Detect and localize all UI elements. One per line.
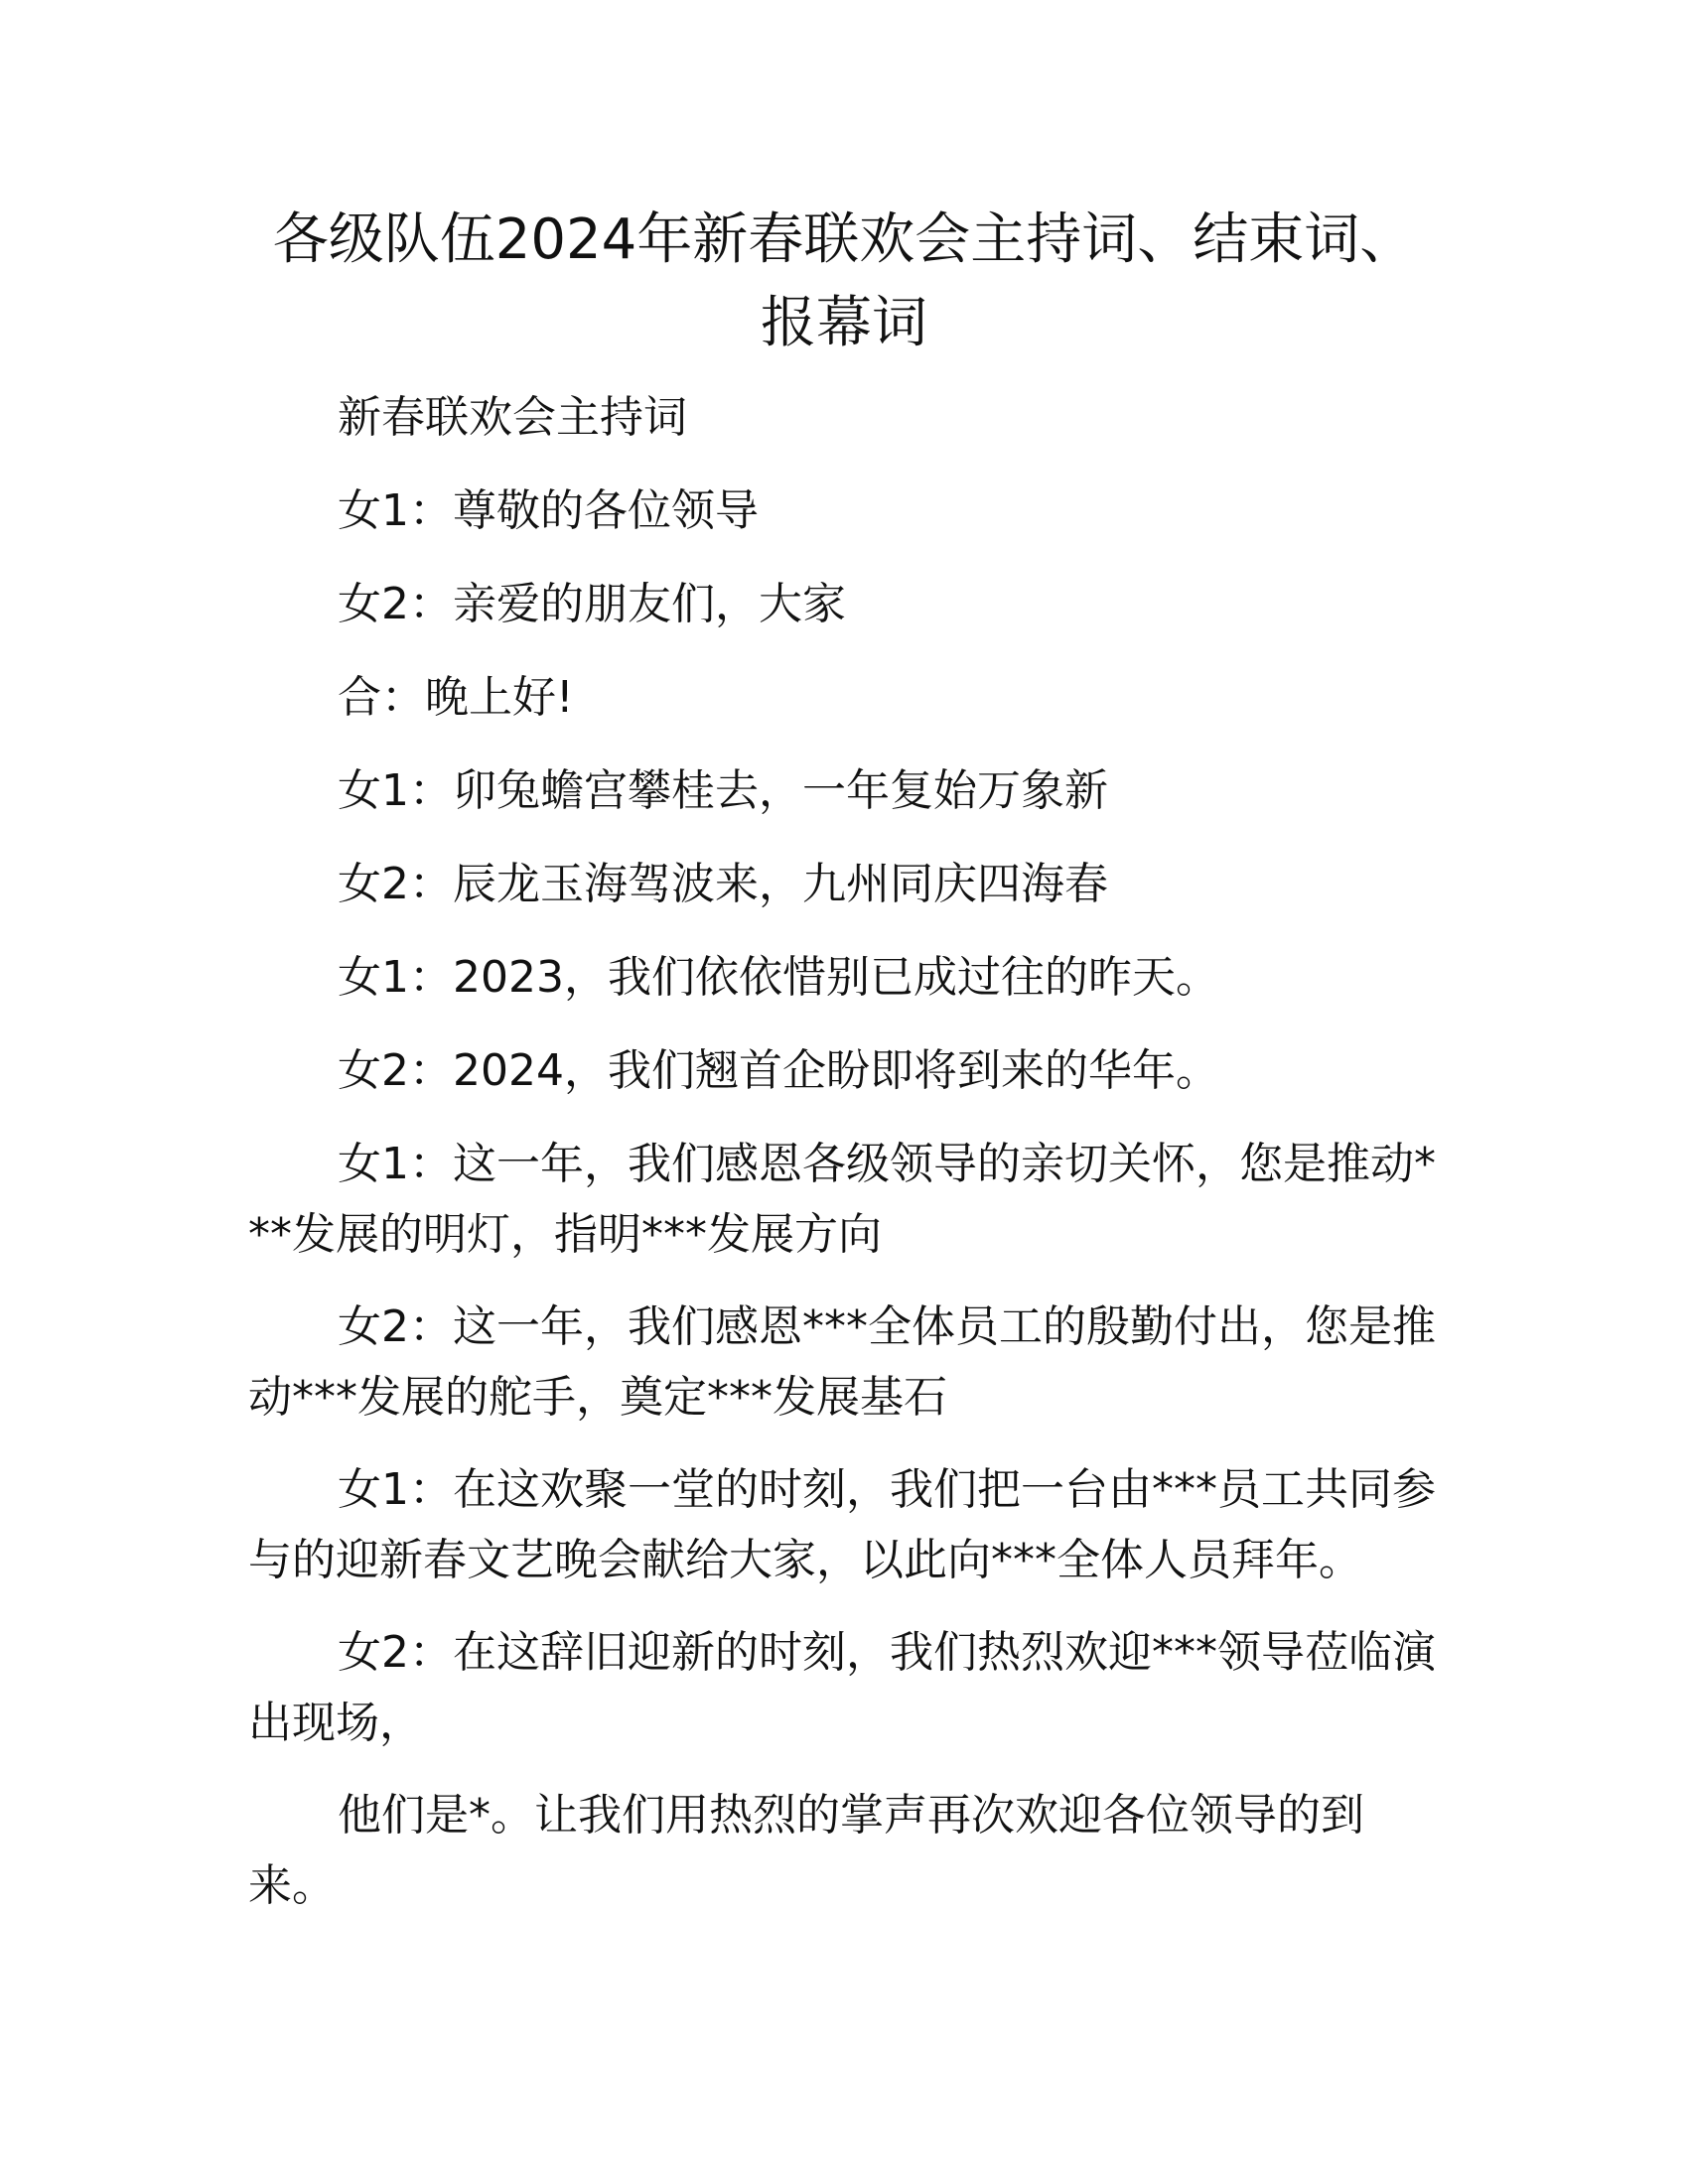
- document-title: 各级队伍2024年新春联欢会主持词、结束词、报幕词: [272, 207, 1416, 355]
- paragraph: 女1：卯兔蟾宫攀桂去，一年复始万象新: [338, 765, 1108, 816]
- paragraph: 合：晚上好!: [338, 672, 574, 723]
- document-body: [248, 382, 1440, 1943]
- paragraph: 女1：尊敬的各位领导: [338, 485, 759, 536]
- paragraph: 女1：2023，我们依依惜别已成过往的昨天。: [338, 952, 1219, 1003]
- paragraph: 女2：亲爱的朋友们，大家: [338, 579, 846, 629]
- paragraph: 女2：这一年，我们感恩***全体员工的殷勤付出，您是推动***发展的舵手，奠定***发展基石: [248, 1301, 1436, 1423]
- section-heading: 新春联欢会主持词: [338, 392, 687, 443]
- paragraph: 女2：辰龙玉海驾波来，九州同庆四海春: [338, 859, 1108, 909]
- paragraph: 女2：2024，我们翘首企盼即将到来的华年。: [338, 1045, 1219, 1096]
- paragraph: 女1：这一年，我们感恩各级领导的亲切关怀，您是推动***发展的明灯，指明***发展方向: [248, 1139, 1436, 1260]
- paragraph: 女2：在这辞旧迎新的时刻，我们热烈欢迎***领导莅临演出现场，: [248, 1627, 1436, 1748]
- paragraph: 女1：在这欢聚一堂的时刻，我们把一台由***员工共同参与的迎新春文艺晚会献给大家，以此向***全体人员拜年。: [248, 1464, 1436, 1585]
- paragraph: 他们是*。让我们用热烈的掌声再次欢迎各位领导的到来。: [248, 1790, 1364, 1911]
